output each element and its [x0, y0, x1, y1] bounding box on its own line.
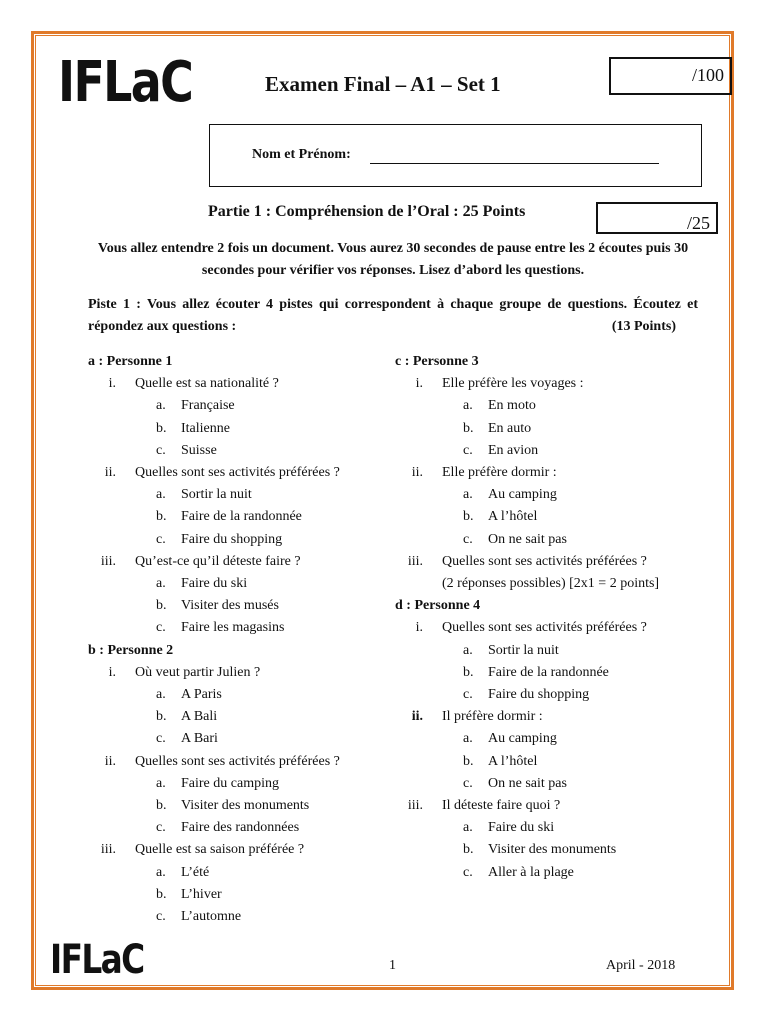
part1-instructions: Vous allez entendre 2 fois un document. Vous aurez 30 secondes de pause entre les 2 écoutes puis 30 secondes pour vérifier vos réponses. Lisez d’abord les questions.: [97, 241, 689, 278]
name-label: Nom et Prénom:: [252, 147, 351, 162]
question: iii. Quelle est sa saison préférée ?: [100, 842, 305, 858]
page-number: 1: [389, 958, 396, 973]
answer-option[interactable]: c. Faire du shopping: [156, 531, 283, 547]
answer-option[interactable]: b. Visiter des monuments: [156, 798, 310, 814]
answer-option[interactable]: b. Visiter des monuments: [463, 842, 617, 858]
answer-option[interactable]: c. En avion: [463, 442, 539, 458]
piste1-instructions: [88, 294, 698, 338]
answer-option[interactable]: a. Au camping: [463, 487, 557, 503]
total-score-box: /100: [609, 57, 732, 95]
question: iii. Quelles sont ses activités préférées ?: [407, 553, 647, 569]
answer-option[interactable]: c. On ne sait pas: [463, 775, 567, 791]
part1-title: Partie 1 : Compréhension de l’Oral : 25 Points: [208, 203, 526, 220]
answer-option[interactable]: c. Suisse: [156, 442, 217, 458]
answer-option[interactable]: a. Sortir la nuit: [463, 642, 559, 658]
answer-option[interactable]: b. En auto: [463, 420, 532, 436]
section-b-title: b : Personne 2: [88, 642, 174, 658]
footer-date: April - 2018: [606, 958, 676, 973]
answer-option[interactable]: a. A Paris: [156, 687, 222, 703]
answer-option[interactable]: b. A l’hôtel: [463, 509, 538, 525]
iflac-logo-footer: IFLaC: [50, 937, 144, 983]
answer-option[interactable]: c. Faire des randonnées: [156, 820, 300, 836]
answer-option[interactable]: c. A Bari: [156, 731, 218, 747]
answer-option[interactable]: a. L’été: [156, 864, 210, 880]
answer-option[interactable]: c. Faire du shopping: [463, 687, 590, 703]
question: ii. Quelles sont ses activités préférées ?: [104, 753, 340, 769]
question: iii. Qu’est-ce qu’il déteste faire ?: [100, 553, 301, 569]
question: iii. Il déteste faire quoi ?: [407, 798, 561, 814]
question: ii. Elle préfère dormir :: [411, 465, 557, 481]
piste1-text: Piste 1 : Vous allez écouter 4 pistes qui correspondent à chaque groupe de questions. Écoutez et répondez aux questions :: [88, 297, 698, 334]
section-c-title: c : Personne 3: [395, 354, 479, 369]
question: i. Où veut partir Julien ?: [108, 664, 261, 680]
answer-option[interactable]: a. Faire du camping: [156, 775, 279, 791]
piste1-points: (13 Points): [611, 319, 676, 334]
answer-option[interactable]: c. L’automne: [156, 909, 242, 925]
questions-right-column: [395, 351, 695, 884]
answer-option[interactable]: b. L’hiver: [156, 886, 222, 902]
question-note: (2 réponses possibles) [2x1 = 2 points]: [442, 576, 660, 592]
question: i. Quelles sont ses activités préférées ?: [415, 620, 647, 636]
iflac-logo: IFLaC: [58, 50, 193, 115]
exam-title: Examen Final – A1 – Set 1: [265, 72, 501, 96]
answer-option[interactable]: c. Faire les magasins: [156, 620, 285, 636]
answer-option[interactable]: a. Faire du ski: [156, 576, 248, 592]
question: ii. Quelles sont ses activités préférées ?: [104, 465, 340, 481]
answer-option[interactable]: c. On ne sait pas: [463, 531, 567, 547]
section-d-title: d : Personne 4: [395, 598, 481, 614]
question: ii. Il préfère dormir :: [411, 709, 543, 725]
part1-score-box: /25: [596, 202, 718, 234]
answer-option[interactable]: b. Faire de la randonnée: [463, 664, 609, 680]
answer-option[interactable]: b. Italienne: [156, 420, 230, 436]
section-a-title: a : Personne 1: [88, 354, 173, 369]
answer-option[interactable]: c. Aller à la plage: [463, 864, 574, 880]
question: i. Elle préfère les voyages :: [415, 376, 584, 392]
answer-option[interactable]: b. A Bali: [156, 709, 218, 725]
answer-option[interactable]: a. Au camping: [463, 731, 557, 747]
answer-option[interactable]: a. Française: [156, 398, 235, 414]
answer-option[interactable]: a. Sortir la nuit: [156, 487, 252, 503]
answer-option[interactable]: b. A l’hôtel: [463, 753, 538, 769]
answer-option[interactable]: a. Faire du ski: [463, 820, 555, 836]
answer-option[interactable]: b. Faire de la randonnée: [156, 509, 302, 525]
name-input-line[interactable]: [370, 163, 659, 164]
questions-left-column: [88, 351, 388, 928]
question: i. Quelle est sa nationalité ?: [108, 376, 279, 392]
answer-option[interactable]: a. En moto: [463, 398, 536, 414]
answer-option[interactable]: b. Visiter des musés: [156, 598, 279, 614]
